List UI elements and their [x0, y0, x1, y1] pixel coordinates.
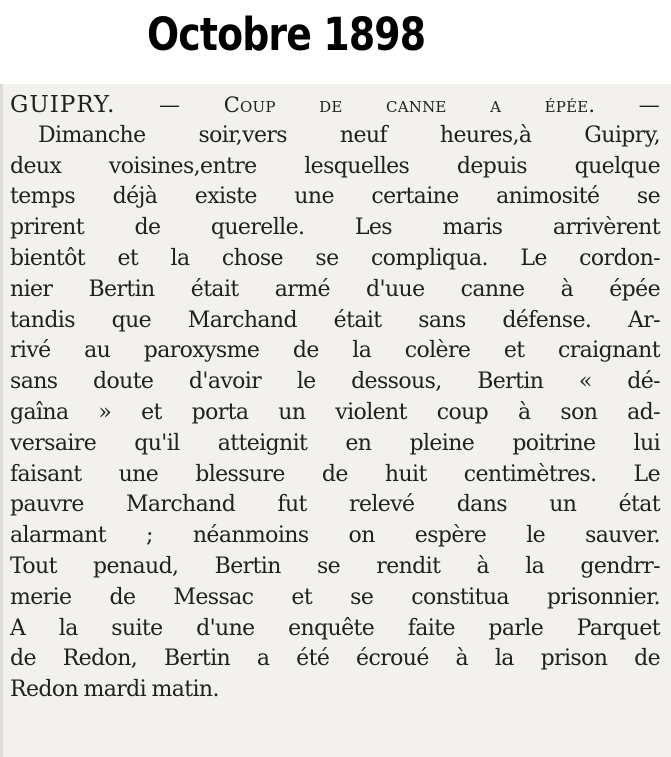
headline-trailing-dash: —	[638, 93, 660, 117]
article-line: nier Bertin était armé d'uue canne à épée	[10, 276, 660, 302]
article-headline	[10, 90, 660, 121]
article-line: faisant une blessure de huit centimètres. Le	[10, 461, 660, 487]
headline-subject: Coup de canne a épée.	[223, 93, 596, 117]
newspaper-clipping	[0, 84, 671, 757]
article-line: Redon mardi matin.	[10, 677, 219, 703]
article-line: temps déjà existe une certaine animosité se	[10, 184, 660, 210]
article-line: gaîna » et porta un violent coup à son ad-	[10, 399, 660, 425]
article-line: tandis que Marchand était sans défense. Ar-	[10, 307, 660, 333]
article-line: versaire qu'il atteignit en pleine poitrine lui	[10, 430, 660, 456]
article-line: sans doute d'avoir le dessous, Bertin « dé-	[10, 369, 660, 395]
headline-dash: —	[159, 93, 181, 117]
headline-city: GUIPRY.	[10, 92, 116, 118]
article-line: merie de Messac et se constitua prisonnier.	[10, 584, 660, 610]
article	[10, 90, 660, 706]
article-line: de Redon, Bertin a été écroué à la prison de	[10, 646, 660, 672]
article-line: deux voisines,entre lesquelles depuis quelque	[10, 153, 660, 179]
article-line: alarmant ; néanmoins on espère le sauver.	[10, 523, 660, 549]
article-line: Dimanche soir,vers neuf heures,à Guipry,	[38, 122, 660, 148]
page-header	[0, 0, 671, 84]
article-line: rivé au paroxysme de la colère et craignant	[10, 338, 660, 364]
article-line: Tout penaud, Bertin se rendit à la gendrr-	[10, 553, 660, 579]
page-title: Octobre 1898	[147, 8, 426, 61]
article-line: pauvre Marchand fut relevé dans un état	[10, 492, 660, 518]
clipping-edge	[0, 84, 3, 757]
article-line: A la suite d'une enquête faite parle Parquet	[10, 615, 660, 641]
article-line: prirent de querelle. Les maris arrivèrent	[10, 215, 660, 241]
article-line: bientôt et la chose se compliqua. Le cordon-	[10, 245, 660, 271]
